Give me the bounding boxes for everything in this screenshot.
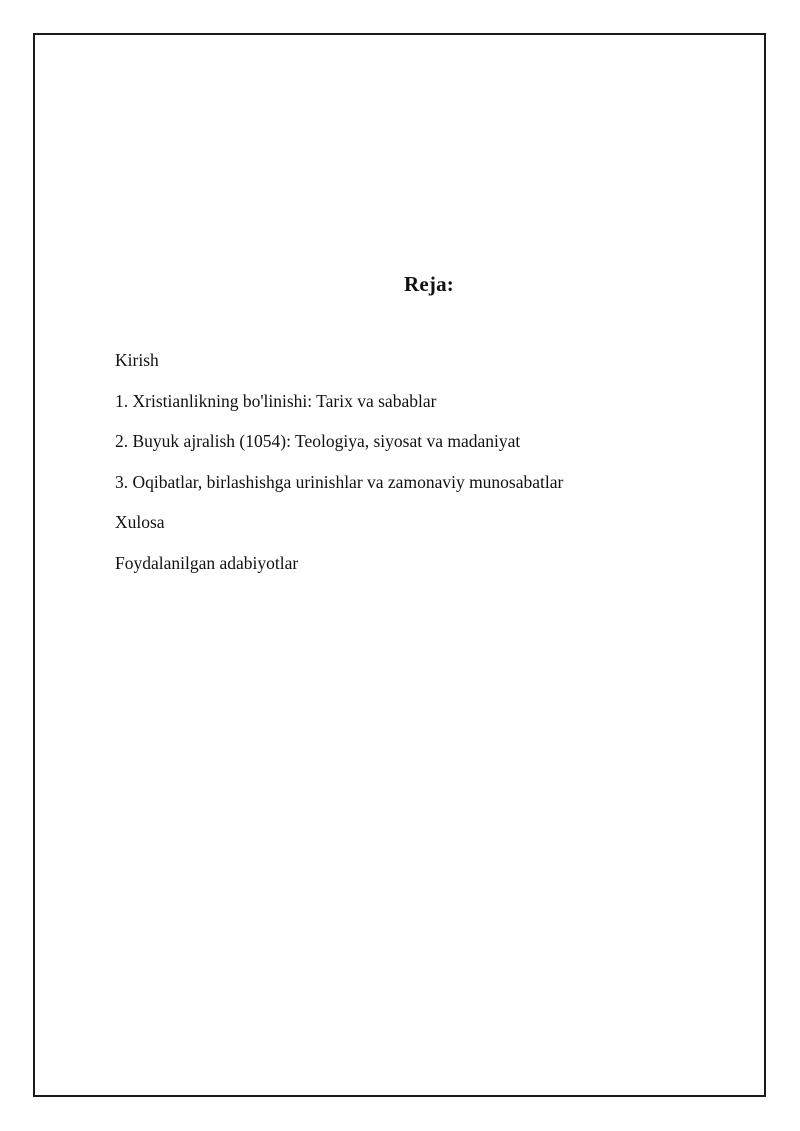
- table-of-contents: [115, 350, 563, 593]
- toc-item-introduction: Kirish: [115, 350, 159, 370]
- toc-item-chapter-2: 2. Buyuk ajralish (1054): Teologiya, siyosat va madaniyat: [115, 431, 521, 451]
- plan-title: Reja:: [404, 272, 454, 296]
- toc-item-conclusion: Xulosa: [115, 512, 165, 532]
- toc-item-chapter-3: 3. Oqibatlar, birlashishga urinishlar va zamonaviy munosabatlar: [115, 471, 564, 492]
- toc-item-references: Foydalanilgan adabiyotlar: [115, 552, 299, 573]
- toc-item-chapter-1: 1. Xristianlikning bo'linishi: Tarix va sabablar: [115, 390, 437, 411]
